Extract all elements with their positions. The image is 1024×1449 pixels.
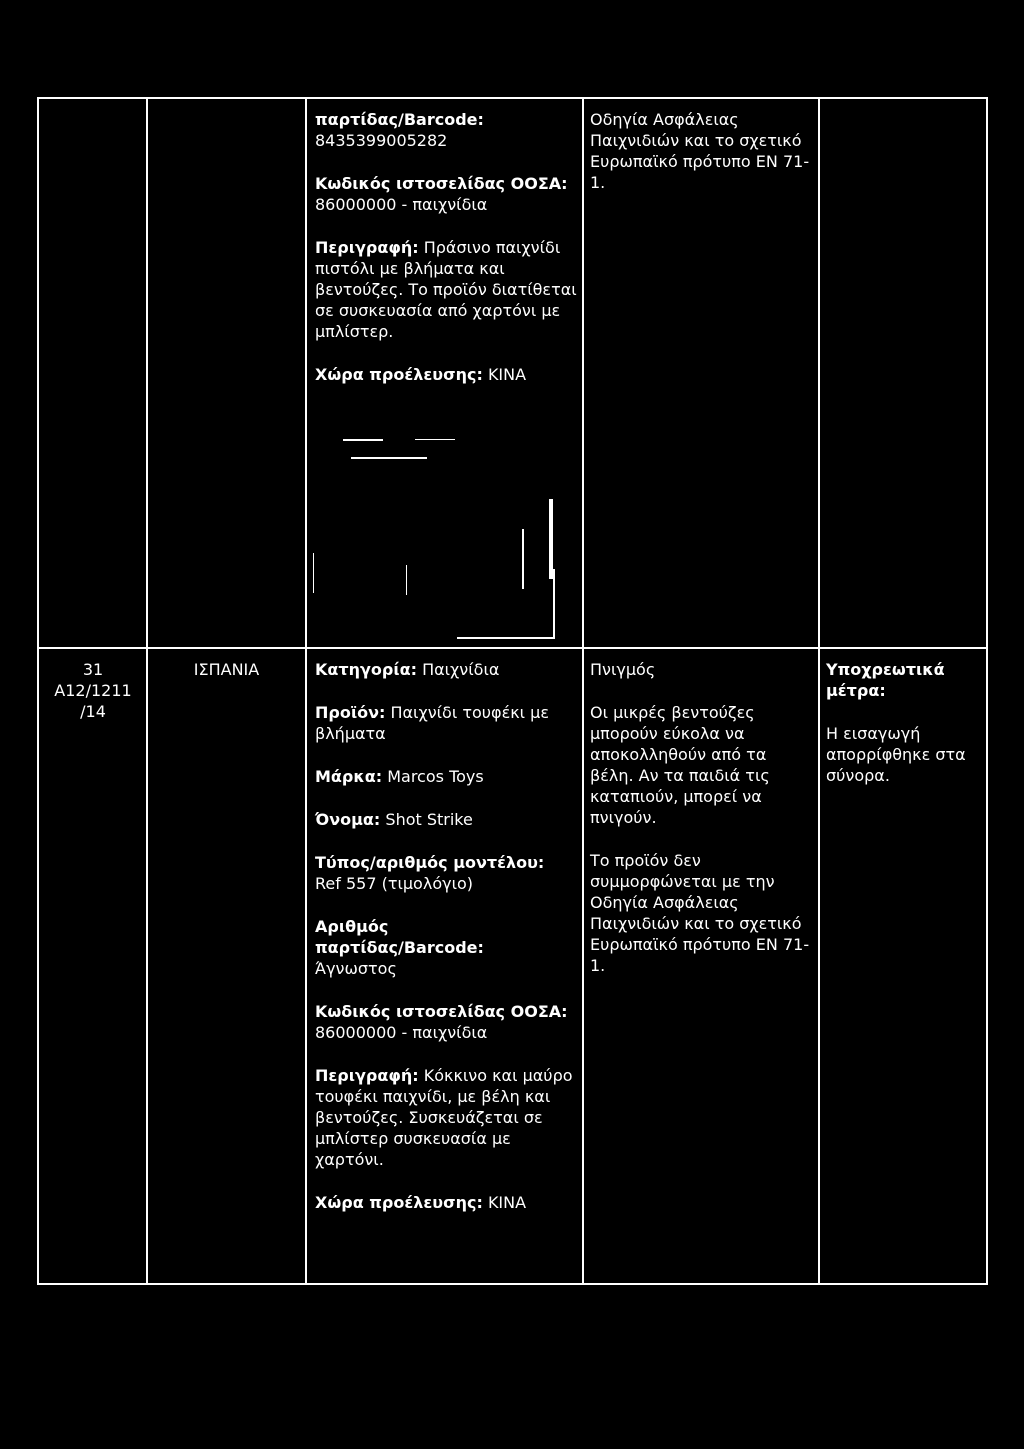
row2-measures-cell	[826, 659, 986, 786]
category-value: Παιχνίδια	[422, 660, 500, 679]
row2-number-cell	[41, 659, 145, 722]
description-value: Κόκκινο και μαύρο τουφέκι παιχνίδι, με βέλη και βεντούζες. Συσκευάζεται σε μπλίστερ συσκευασία με χαρτόνι.	[315, 1066, 573, 1169]
origin-label: Χώρα προέλευσης:	[315, 1193, 483, 1212]
brand-label: Μάρκα:	[315, 767, 383, 786]
oecd-label: Κωδικός ιστοσελίδας ΟΟΣΑ:	[315, 1002, 568, 1021]
origin-value: ΚΙΝΑ	[487, 365, 527, 384]
oecd-value: 86000000 - παιχνίδια	[315, 195, 488, 214]
product-alert-table	[37, 97, 988, 1285]
barcode-value: 8435399005282	[315, 131, 448, 150]
category-label: Κατηγορία:	[315, 660, 417, 679]
column-divider	[582, 99, 584, 1283]
origin-label: Χώρα προέλευσης:	[315, 365, 483, 384]
alert-reference-line2: /14	[80, 702, 106, 721]
name-value: Shot Strike	[385, 810, 473, 829]
description-value: Πράσινο παιχνίδι πιστόλι με βλήματα και βεντούζες. Το προϊόν διατίθεται σε συσκευασία από χαρτόνι με μπλίστερ.	[315, 238, 577, 341]
product-label: Προϊόν:	[315, 703, 386, 722]
row1-risk-text: Οδηγία Ασφάλειας Παιχνιδιών και το σχετικό Ευρωπαϊκό πρότυπο ΕΝ 71-1.	[590, 110, 810, 192]
origin-value: ΚΙΝΑ	[487, 1193, 527, 1212]
alert-reference-line1: A12/1211	[54, 681, 132, 700]
product-photo	[311, 429, 561, 644]
row-divider	[39, 647, 986, 649]
column-divider	[146, 99, 148, 1283]
row1-risk-cell	[590, 109, 814, 193]
batch-value: Άγνωστος	[315, 959, 397, 978]
oecd-value: 86000000 - παιχνίδια	[315, 1023, 488, 1042]
risk-description: Οι μικρές βεντούζες μπορούν εύκολα να αποκολληθούν από τα βέλη. Αν τα παιδιά τις καταπιούν, μπορεί να πνιγούν.	[590, 703, 770, 827]
description-label: Περιγραφή:	[315, 1066, 419, 1085]
name-label: Όνομα:	[315, 810, 381, 829]
model-label: Τύπος/αριθμός μοντέλου:	[315, 853, 545, 872]
measures-value: Η εισαγωγή απορρίφθηκε στα σύνορα.	[826, 724, 966, 785]
measures-label: Υποχρεωτικά μέτρα:	[826, 660, 945, 700]
brand-value: Marcos Toys	[387, 767, 484, 786]
risk-type: Πνιγμός	[590, 660, 656, 679]
row1-product-cell	[315, 109, 577, 385]
compliance-note: Το προϊόν δεν συμμορφώνεται με την Οδηγία Ασφάλειας Παιχνιδιών και το σχετικό Ευρωπαϊκό πρότυπο ΕΝ 71-1.	[590, 851, 810, 975]
product-value: Παιχνίδι τουφέκι με βλήματα	[315, 703, 549, 743]
row2-country-cell	[149, 659, 304, 680]
barcode-label: παρτίδας/Barcode:	[315, 110, 484, 129]
batch-label-1: Αριθμός	[315, 917, 389, 936]
batch-label-2: παρτίδας/Barcode:	[315, 938, 484, 957]
column-divider	[818, 99, 820, 1283]
oecd-label: Κωδικός ιστοσελίδας ΟΟΣΑ:	[315, 174, 568, 193]
row2-risk-cell	[590, 659, 814, 976]
row2-product-cell	[315, 659, 577, 1213]
notifying-country: ΙΣΠΑΝΙΑ	[193, 660, 260, 679]
alert-number: 31	[82, 660, 104, 679]
description-label: Περιγραφή:	[315, 238, 419, 257]
model-value: Ref 557 (τιμολόγιο)	[315, 874, 474, 893]
column-divider	[305, 99, 307, 1283]
